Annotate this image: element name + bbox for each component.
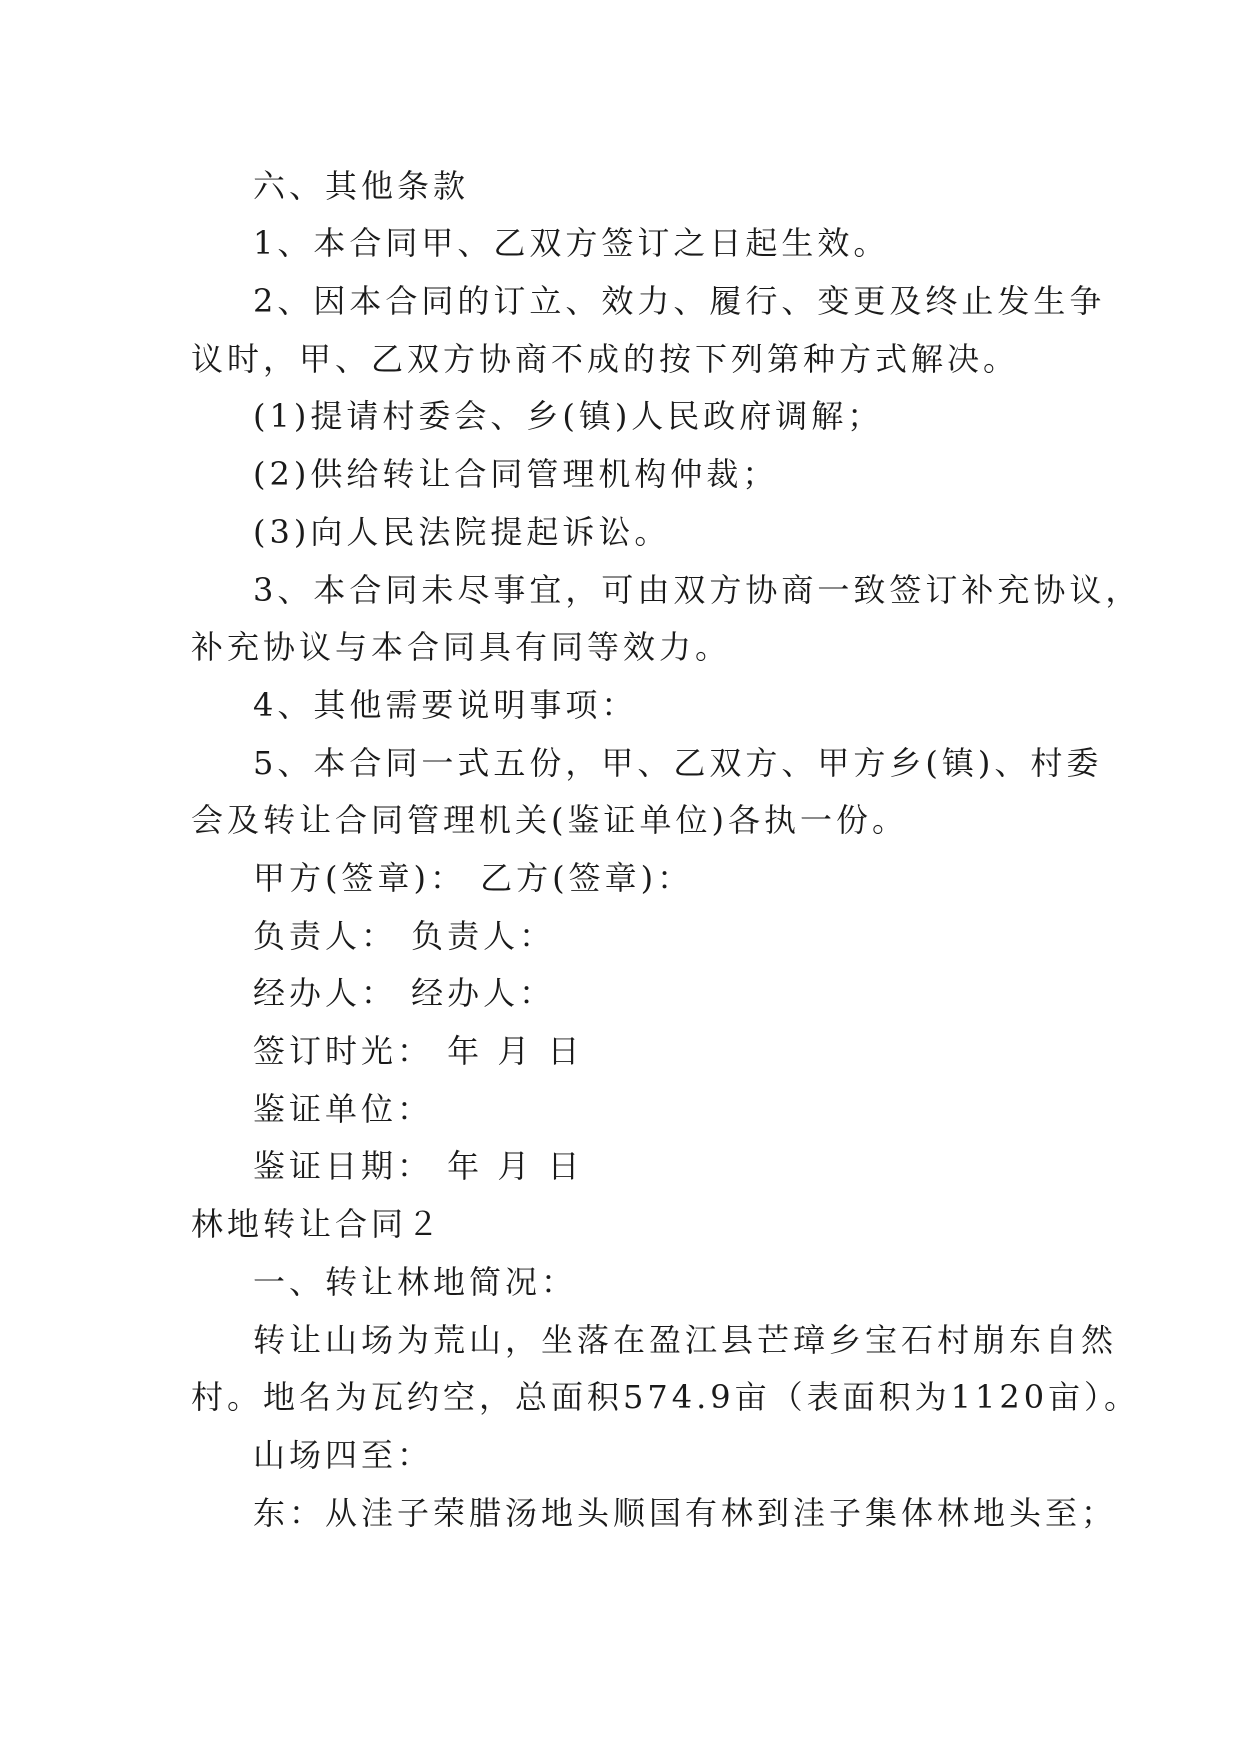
document-title: 林地转让合同２	[191, 1205, 444, 1243]
clause-text: 补充协议与本合同具有同等效力。	[191, 628, 732, 666]
clause-text: 1、本合同甲、乙双方签订之日起生效。	[253, 224, 890, 262]
signature-line: 经办人： 经办人：	[253, 974, 556, 1012]
signature-line: 鉴证单位：	[253, 1090, 434, 1128]
list-item: (2)供给转让合同管理机构仲裁；	[253, 455, 779, 493]
signature-line: 负责人： 负责人：	[253, 917, 556, 955]
clause-text: 议时，甲、乙双方协商不成的按下列第种方式解决。	[191, 340, 1020, 378]
clause-text: 4、其他需要说明事项：	[253, 686, 638, 724]
section-heading: 一、转让林地简况：	[253, 1263, 578, 1301]
clause-text: 会及转让合同管理机关(鉴证单位)各执一份。	[191, 801, 908, 839]
clause-text: 5、本合同一式五份，甲、乙双方、甲方乡(镇)、村委	[253, 744, 1103, 782]
clause-text: 村。地名为瓦约空，总面积574.9亩（表面积为1120亩）。	[191, 1378, 1141, 1416]
date-line: 鉴证日期： 年 月 日	[253, 1147, 584, 1185]
clause-text: 山场四至：	[253, 1436, 434, 1474]
date-line: 签订时光： 年 月 日	[253, 1032, 584, 1070]
clause-text: 转让山场为荒山，坐落在盈江县芒璋乡宝石村崩东自然	[253, 1321, 1118, 1359]
clause-text: 东：从洼子荣腊汤地头顺国有林到洼子集体林地头至；	[253, 1494, 1118, 1532]
list-item: (1)提请村委会、乡(镇)人民政府调解；	[253, 397, 884, 435]
section-heading: 六、其他条款	[253, 167, 470, 205]
signature-line: 甲方(签章)： 乙方(签章)：	[253, 859, 694, 897]
list-item: (3)向人民法院提起诉讼。	[253, 513, 671, 551]
clause-text: 2、因本合同的订立、效力、履行、变更及终止发生争	[253, 282, 1106, 320]
clause-text: 3、本合同未尽事宜，可由双方协商一致签订补充协议，	[253, 571, 1142, 609]
